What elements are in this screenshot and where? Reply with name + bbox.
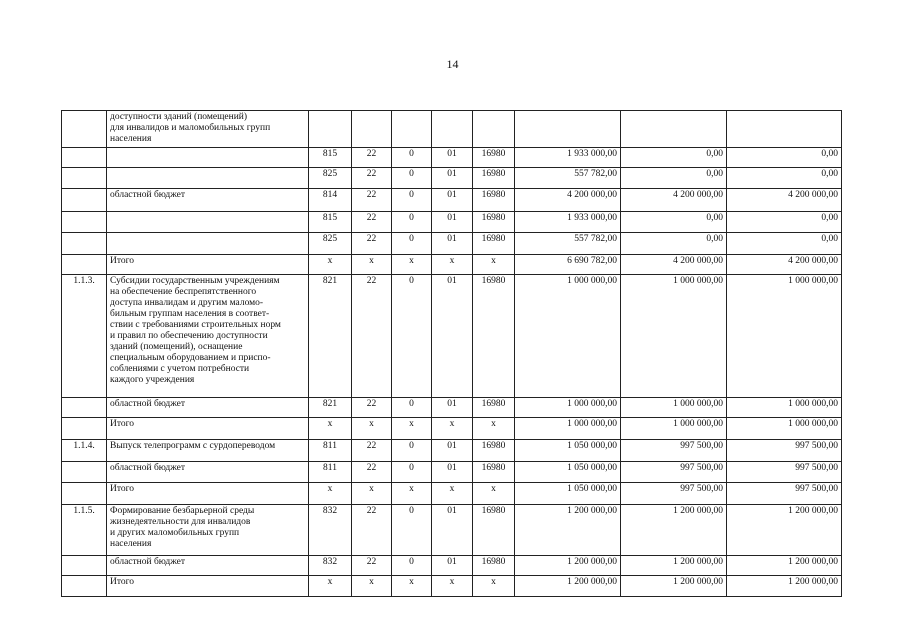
amount-year-1: 1 050 000,00 [515, 440, 621, 462]
row-number [62, 576, 107, 597]
row-description: Итого [107, 255, 309, 275]
amount-year-3: 997 500,00 [727, 483, 842, 505]
code-program: x [392, 483, 432, 505]
table-row [62, 275, 842, 398]
amount-year-2: 1 000 000,00 [621, 275, 727, 398]
code-subprogram [432, 111, 473, 148]
amount-year-1: 1 000 000,00 [515, 275, 621, 398]
row-number [62, 148, 107, 168]
code-section: 22 [352, 233, 392, 255]
code-subprogram: 01 [432, 440, 473, 462]
code-target [473, 111, 515, 148]
amount-year-2: 0,00 [621, 148, 727, 168]
code-subprogram: x [432, 418, 473, 440]
row-number [62, 168, 107, 189]
code-subprogram: 01 [432, 398, 473, 418]
code-section: 22 [352, 148, 392, 168]
row-number: 1.1.4. [62, 440, 107, 462]
amount-year-3: 1 200 000,00 [727, 576, 842, 597]
code-subprogram: 01 [432, 505, 473, 556]
row-description [107, 233, 309, 255]
code-ministry: x [309, 483, 352, 505]
code-target: 16980 [473, 398, 515, 418]
code-target: 16980 [473, 556, 515, 576]
amount-year-3: 0,00 [727, 233, 842, 255]
amount-year-1: 1 933 000,00 [515, 212, 621, 233]
code-program: 0 [392, 398, 432, 418]
amount-year-3: 997 500,00 [727, 440, 842, 462]
page-number: 14 [446, 57, 459, 71]
row-number [62, 255, 107, 275]
row-description: доступности зданий (помещений) для инвалидов и маломобильных групп населения [107, 111, 309, 148]
code-section: 22 [352, 168, 392, 189]
amount-year-3: 4 200 000,00 [727, 255, 842, 275]
table-row [62, 398, 842, 418]
table-row [62, 111, 842, 148]
amount-year-1: 4 200 000,00 [515, 189, 621, 212]
amount-year-2 [621, 111, 727, 148]
amount-year-2: 997 500,00 [621, 462, 727, 483]
code-program: 0 [392, 556, 432, 576]
code-ministry: x [309, 418, 352, 440]
code-program: 0 [392, 233, 432, 255]
code-target: 16980 [473, 275, 515, 398]
amount-year-2: 0,00 [621, 233, 727, 255]
amount-year-3: 0,00 [727, 168, 842, 189]
code-target: 16980 [473, 212, 515, 233]
amount-year-1: 6 690 782,00 [515, 255, 621, 275]
amount-year-2: 997 500,00 [621, 483, 727, 505]
amount-year-2: 0,00 [621, 212, 727, 233]
amount-year-1: 557 782,00 [515, 233, 621, 255]
code-section: 22 [352, 398, 392, 418]
amount-year-1: 1 200 000,00 [515, 505, 621, 556]
code-ministry: 832 [309, 505, 352, 556]
code-section: 22 [352, 212, 392, 233]
code-subprogram: 01 [432, 168, 473, 189]
code-ministry: 825 [309, 233, 352, 255]
row-number [62, 462, 107, 483]
code-section: 22 [352, 462, 392, 483]
code-ministry: 825 [309, 168, 352, 189]
code-target: 16980 [473, 148, 515, 168]
row-description [107, 148, 309, 168]
row-description: Субсидии государственным учреждениям на обеспечение беспрепятственного доступа инвалидам и другим маломо- бильным группам населения в соответ- ствии с требованиями строительных норм и правил по обеспечению доступности зданий (помещений), оснащение специальным оборудованием и приспо- соблениями с учетом потребности каждого учреждения [107, 275, 309, 398]
amount-year-2: 0,00 [621, 168, 727, 189]
table-row [62, 148, 842, 168]
table-row [62, 483, 842, 505]
amount-year-2: 4 200 000,00 [621, 189, 727, 212]
row-description: Формирование безбарьерной среды жизнедеятельности для инвалидов и других маломобильных групп населения [107, 505, 309, 556]
code-ministry: 821 [309, 398, 352, 418]
amount-year-1: 1 050 000,00 [515, 462, 621, 483]
code-ministry: 821 [309, 275, 352, 398]
code-program: x [392, 576, 432, 597]
code-section: x [352, 576, 392, 597]
code-section: x [352, 255, 392, 275]
code-ministry: 811 [309, 462, 352, 483]
amount-year-3: 1 200 000,00 [727, 505, 842, 556]
code-section: 22 [352, 440, 392, 462]
amount-year-3: 997 500,00 [727, 462, 842, 483]
amount-year-3 [727, 111, 842, 148]
code-target: 16980 [473, 462, 515, 483]
code-program: 0 [392, 462, 432, 483]
row-description [107, 212, 309, 233]
code-section: 22 [352, 556, 392, 576]
code-subprogram: 01 [432, 556, 473, 576]
row-description: областной бюджет [107, 462, 309, 483]
code-target: 16980 [473, 189, 515, 212]
amount-year-3: 4 200 000,00 [727, 189, 842, 212]
code-subprogram: 01 [432, 148, 473, 168]
code-section: 22 [352, 505, 392, 556]
row-number [62, 398, 107, 418]
amount-year-1: 1 000 000,00 [515, 418, 621, 440]
code-subprogram: 01 [432, 212, 473, 233]
row-description: Итого [107, 483, 309, 505]
amount-year-1: 1 000 000,00 [515, 398, 621, 418]
code-program: x [392, 255, 432, 275]
code-section: 22 [352, 275, 392, 398]
code-ministry: 832 [309, 556, 352, 576]
code-program: 0 [392, 189, 432, 212]
code-target: x [473, 255, 515, 275]
row-description: областной бюджет [107, 398, 309, 418]
code-target: 16980 [473, 505, 515, 556]
table-row [62, 189, 842, 212]
code-ministry: 815 [309, 148, 352, 168]
row-description: Итого [107, 418, 309, 440]
row-number [62, 556, 107, 576]
code-program: 0 [392, 275, 432, 398]
amount-year-2: 1 000 000,00 [621, 418, 727, 440]
amount-year-2: 997 500,00 [621, 440, 727, 462]
budget-table [61, 110, 842, 597]
amount-year-1: 1 200 000,00 [515, 576, 621, 597]
amount-year-3: 1 000 000,00 [727, 398, 842, 418]
row-number: 1.1.3. [62, 275, 107, 398]
row-description: областной бюджет [107, 556, 309, 576]
code-target: x [473, 483, 515, 505]
amount-year-1: 1 933 000,00 [515, 148, 621, 168]
code-ministry: x [309, 255, 352, 275]
row-number [62, 189, 107, 212]
table-row [62, 418, 842, 440]
amount-year-1: 557 782,00 [515, 168, 621, 189]
amount-year-2: 1 200 000,00 [621, 505, 727, 556]
row-description: областной бюджет [107, 189, 309, 212]
code-section: x [352, 483, 392, 505]
code-section: 22 [352, 189, 392, 212]
table-row [62, 462, 842, 483]
row-number [62, 111, 107, 148]
code-subprogram: x [432, 483, 473, 505]
code-ministry: x [309, 576, 352, 597]
code-subprogram: x [432, 255, 473, 275]
code-subprogram: 01 [432, 189, 473, 212]
amount-year-1: 1 200 000,00 [515, 556, 621, 576]
code-target: x [473, 418, 515, 440]
code-target: 16980 [473, 440, 515, 462]
code-subprogram: 01 [432, 275, 473, 398]
code-program: 0 [392, 148, 432, 168]
table-row [62, 556, 842, 576]
amount-year-1 [515, 111, 621, 148]
code-ministry: 814 [309, 189, 352, 212]
code-section [352, 111, 392, 148]
code-ministry: 811 [309, 440, 352, 462]
code-program: 0 [392, 505, 432, 556]
code-program: 0 [392, 168, 432, 189]
amount-year-2: 4 200 000,00 [621, 255, 727, 275]
row-number [62, 212, 107, 233]
code-ministry: 815 [309, 212, 352, 233]
table-row [62, 505, 842, 556]
row-number [62, 483, 107, 505]
code-program: x [392, 418, 432, 440]
table-row [62, 255, 842, 275]
amount-year-3: 0,00 [727, 212, 842, 233]
amount-year-1: 1 050 000,00 [515, 483, 621, 505]
code-program: 0 [392, 212, 432, 233]
row-description: Выпуск телепрограмм с сурдопереводом [107, 440, 309, 462]
code-subprogram: x [432, 576, 473, 597]
code-ministry [309, 111, 352, 148]
row-number [62, 418, 107, 440]
amount-year-3: 1 000 000,00 [727, 418, 842, 440]
amount-year-2: 1 200 000,00 [621, 556, 727, 576]
row-description: Итого [107, 576, 309, 597]
code-section: x [352, 418, 392, 440]
table-row [62, 233, 842, 255]
row-number: 1.1.5. [62, 505, 107, 556]
code-subprogram: 01 [432, 462, 473, 483]
amount-year-3: 1 000 000,00 [727, 275, 842, 398]
amount-year-2: 1 000 000,00 [621, 398, 727, 418]
code-target: 16980 [473, 168, 515, 189]
amount-year-3: 1 200 000,00 [727, 556, 842, 576]
amount-year-3: 0,00 [727, 148, 842, 168]
table-row [62, 212, 842, 233]
code-target: 16980 [473, 233, 515, 255]
code-program [392, 111, 432, 148]
table-row [62, 576, 842, 597]
code-program: 0 [392, 440, 432, 462]
amount-year-2: 1 200 000,00 [621, 576, 727, 597]
row-description [107, 168, 309, 189]
row-number [62, 233, 107, 255]
table-row [62, 168, 842, 189]
table-row [62, 440, 842, 462]
code-subprogram: 01 [432, 233, 473, 255]
code-target: x [473, 576, 515, 597]
